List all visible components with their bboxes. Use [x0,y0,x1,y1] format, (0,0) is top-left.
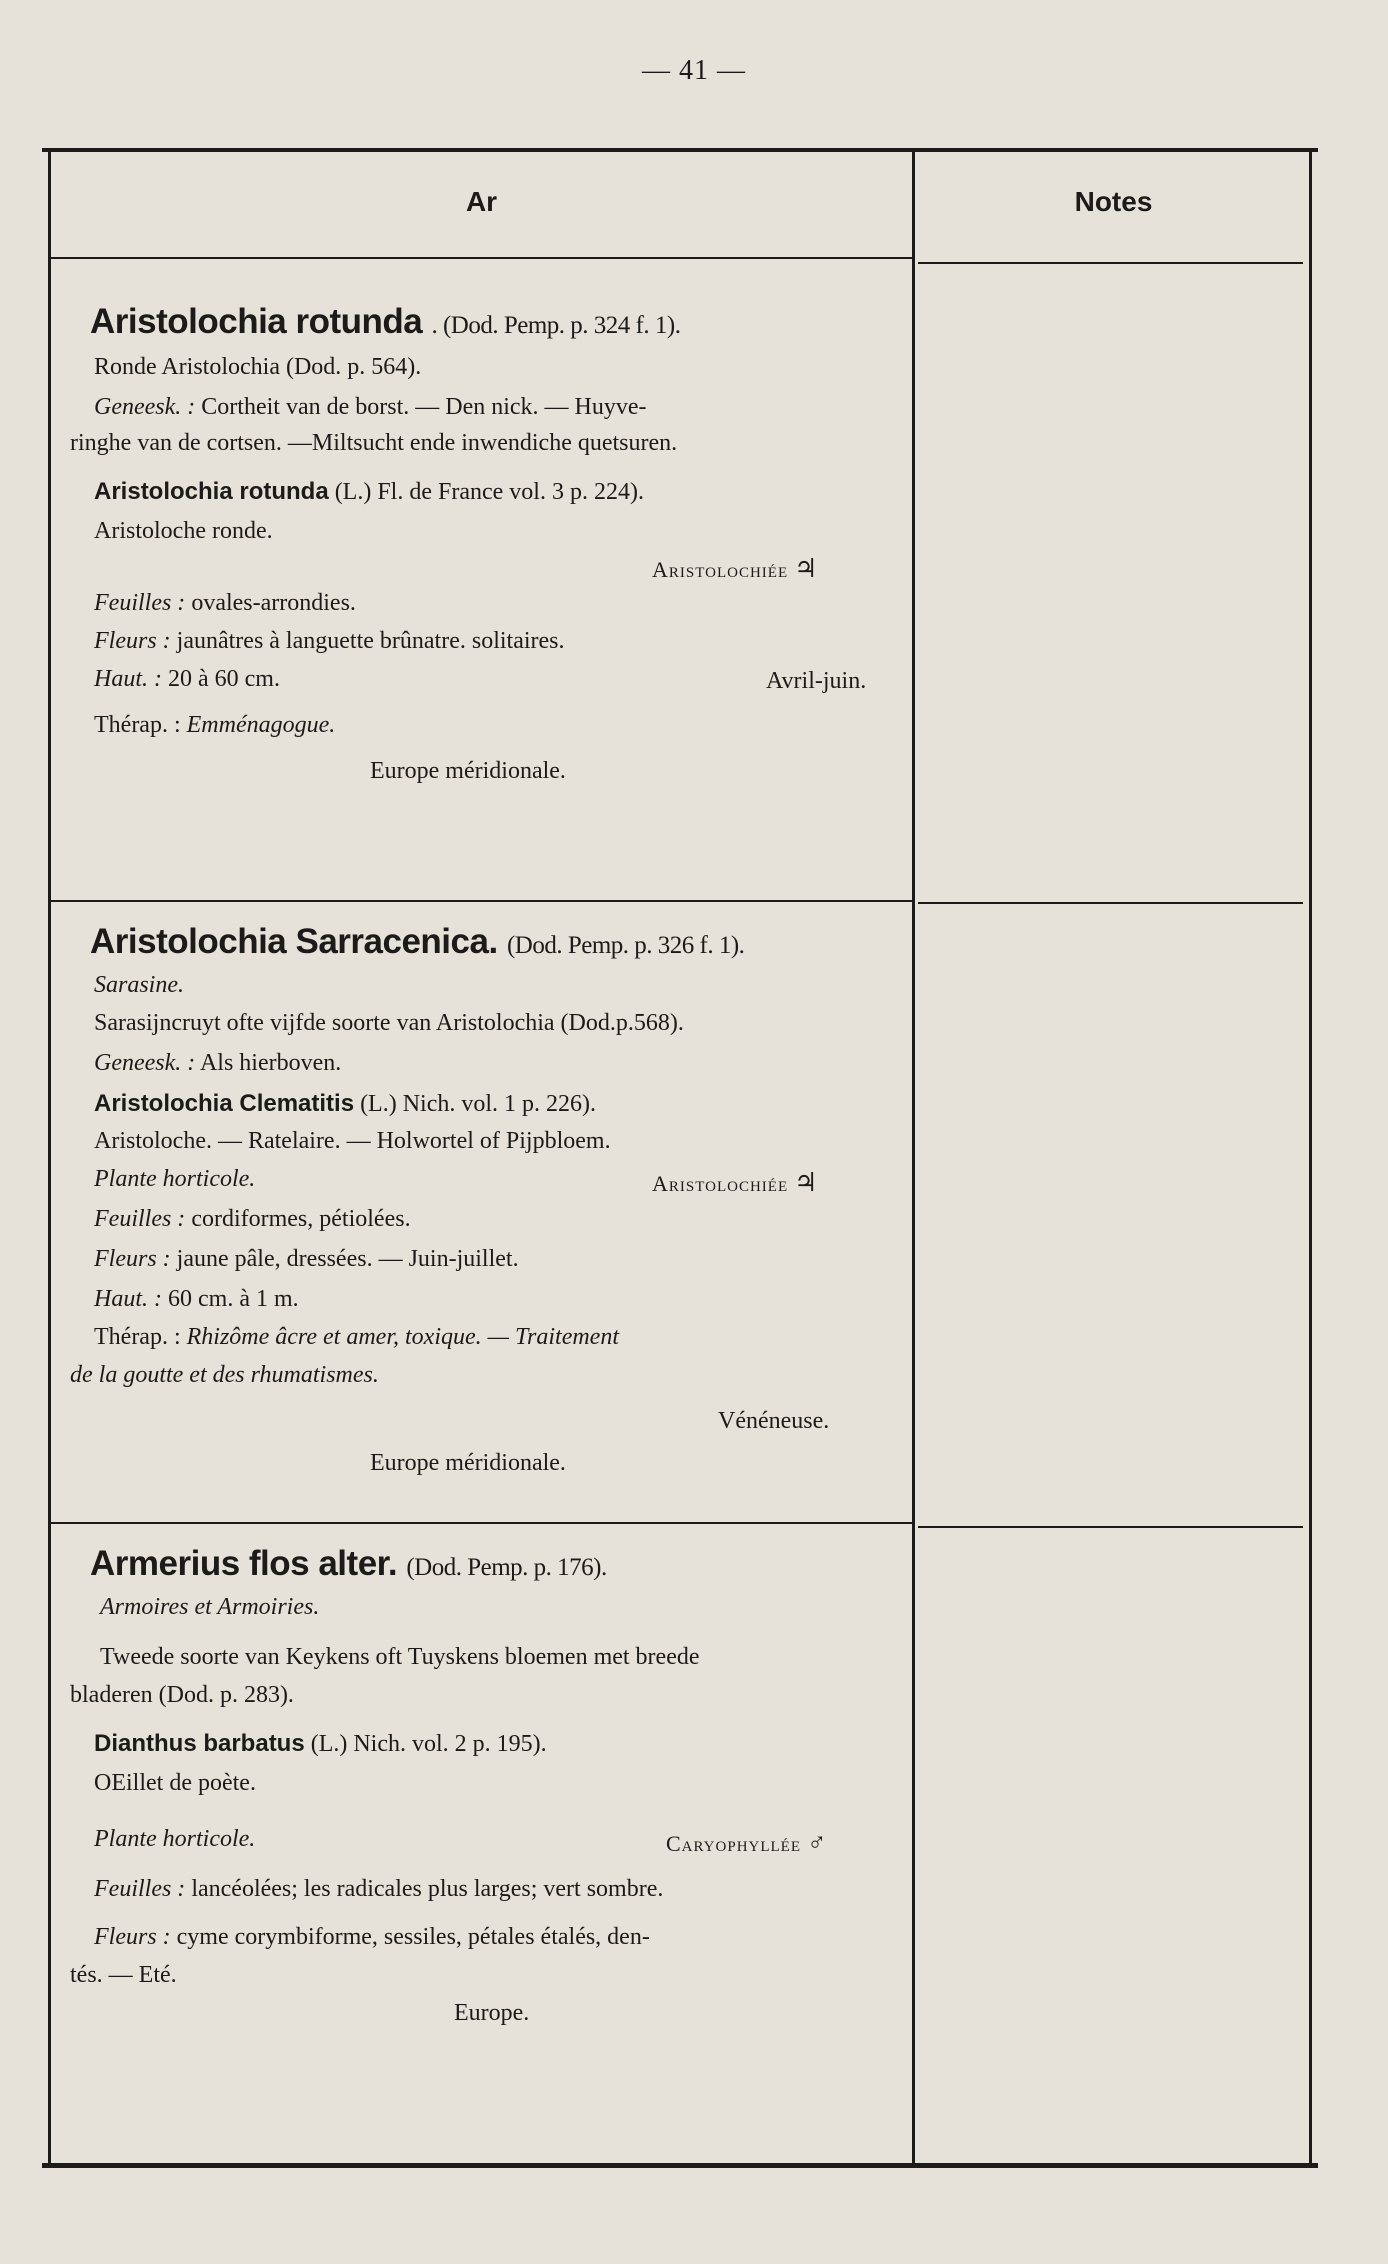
family-line [652,554,817,584]
scientific-name: Aristolochia rotunda [94,478,329,505]
dutch-name: Tweede soorte van Keykens oft Tuyskens bloemen met breede [100,1644,700,1670]
entry-reference: (Dod. Pemp. p. 176). [406,1554,607,1581]
fleurs-line [94,628,565,655]
therap-text: Emménagogue. [186,712,336,738]
entry-divider [918,1526,1303,1528]
header-rule-right [918,262,1303,264]
therap-text-continued: de la goutte et des rhumatismes. [70,1362,379,1388]
haut-label: Haut. : [94,1286,162,1312]
fleurs-label: Fleurs : [94,1924,171,1950]
fleurs-label: Fleurs : [94,628,171,654]
scientific-reference: (L.) Nich. vol. 2 p. 195). [310,1731,547,1757]
geneesk-text: Als hierboven. [199,1050,342,1076]
french-common-name: Armoires et Armoiries. [100,1594,320,1620]
feuilles-text: ovales-arrondies. [191,590,356,616]
region: Europe méridionale. [370,1450,566,1476]
biennial-symbol-icon: ♂ [807,1828,827,1857]
therap-line [94,1324,619,1351]
entry-title [90,1544,607,1584]
haut-label: Haut. : [94,666,162,692]
page-number: — 41 — [642,55,746,86]
therap-label: Thérap. : [94,1324,181,1350]
french-common-name: Sarasine. [94,972,184,998]
geneesk-line [94,394,647,421]
scientific-name: Dianthus barbatus [94,1730,305,1757]
perennial-symbol-icon: ♃ [794,554,818,583]
feuilles-label: Feuilles : [94,1876,186,1902]
feuilles-line [94,1206,411,1233]
herbal-table [42,148,1318,2168]
entry-title [90,922,744,962]
dutch-name-continued: bladeren (Dod. p. 283). [70,1682,294,1708]
therap-line [94,712,335,739]
scientific-reference: (L.) Nich. vol. 1 p. 226). [360,1091,597,1117]
french-name: Aristoloche ronde. [94,518,273,544]
fleurs-line [94,1924,650,1951]
scientific-reference: (L.) Fl. de France vol. 3 p. 224). [334,479,644,505]
family-line [652,1168,817,1198]
therap-label: Thérap. : [94,712,181,738]
family-line [666,1828,827,1858]
header-rule-left [51,257,912,259]
haut-line [94,1286,299,1313]
fleurs-text: jaune pâle, dressées. — Juin-juillet. [176,1246,519,1272]
haut-text: 20 à 60 cm. [168,666,280,692]
therap-text: Rhizôme âcre et amer, toxique. — Traitement [186,1324,619,1350]
dutch-name: Sarasijncruyt ofte vijfde soorte van Aristolochia (Dod.p.568). [94,1010,684,1036]
entry-title-text: Aristolochia rotunda [90,302,423,341]
column-header-notes: Notes [1074,186,1153,217]
family-name: Aristolochiée [652,557,789,582]
plant-type: Plante horticole. [94,1826,256,1852]
toxicity-note: Vénéneuse. [718,1408,830,1434]
dutch-name: Ronde Aristolochia (Dod. p. 564). [94,354,422,380]
entry-divider [51,1522,912,1524]
geneesk-label: Geneesk. : [94,1050,196,1076]
entry-reference: . (Dod. Pemp. p. 324 f. 1). [431,312,681,339]
feuilles-line [94,590,356,617]
family-name: Caryophyllée [666,1831,802,1856]
column-divider [912,152,915,2163]
region: Europe. [454,2000,530,2026]
entry-divider [51,900,912,902]
geneesk-line [94,1050,341,1077]
column-header-ar: Ar [465,186,498,217]
family-name: Aristolochiée [652,1171,789,1196]
entry-title-text: Armerius flos alter. [90,1544,398,1583]
region: Europe méridionale. [370,758,566,784]
feuilles-label: Feuilles : [94,590,186,616]
french-name: Aristoloche. — Ratelaire. — Holwortel of Pijpbloem. [94,1128,611,1154]
geneesk-text: Cortheit van de borst. — Den nick. — Huyve- [201,394,647,420]
entry-title-text: Aristolochia Sarracenica. [90,922,498,961]
haut-line [94,666,280,693]
fleurs-label: Fleurs : [94,1246,171,1272]
feuilles-line [94,1876,663,1903]
flowering-period: Avril-juin. [766,668,867,694]
geneesk-label: Geneesk. : [94,394,196,420]
feuilles-label: Feuilles : [94,1206,186,1232]
entry-divider [918,902,1303,904]
plant-type: Plante horticole. [94,1166,256,1192]
fleurs-text: jaunâtres à languette brûnatre. solitaires. [176,628,565,654]
fleurs-text-continued: tés. — Eté. [70,1962,177,1988]
feuilles-text: lancéolées; les radicales plus larges; vert sombre. [191,1876,664,1902]
fleurs-text: cyme corymbiforme, sessiles, pétales étalés, den- [176,1924,650,1950]
entry-reference: (Dod. Pemp. p. 326 f. 1). [506,932,745,959]
geneesk-text-continued: ringhe van de cortsen. —Miltsucht ende inwendiche quetsuren. [70,430,678,456]
entry-title [90,302,680,342]
french-name: OEillet de poète. [94,1770,256,1796]
scientific-name-line [94,478,644,506]
table-border-right [1309,152,1312,2163]
fleurs-line [94,1246,519,1273]
feuilles-text: cordiformes, pétiolées. [191,1206,411,1232]
scientific-name-line [94,1090,596,1118]
table-border-left [48,152,51,2163]
haut-text: 60 cm. à 1 m. [168,1286,299,1312]
scientific-name-line [94,1730,547,1758]
perennial-symbol-icon: ♃ [794,1168,818,1197]
scientific-name: Aristolochia Clematitis [94,1090,355,1117]
